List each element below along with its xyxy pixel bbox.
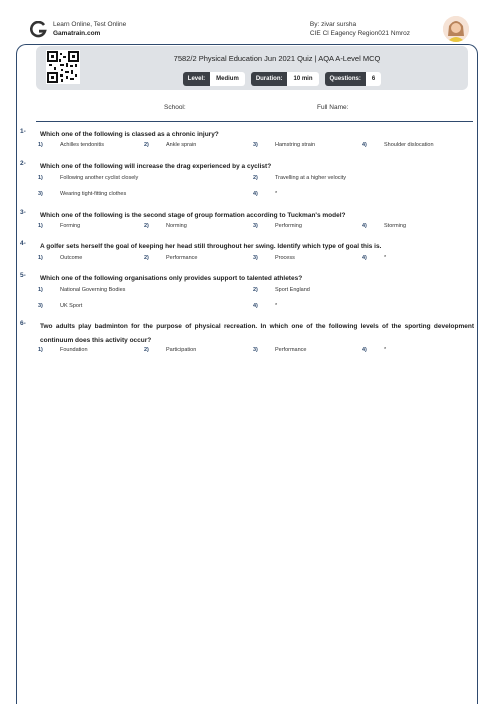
option[interactable]: 4) Shoulder dislocation: [362, 142, 434, 148]
option[interactable]: 2) Sport England: [253, 287, 310, 293]
author-org: CIE Cl Eagency Region021 Nmroz: [309, 30, 410, 37]
question-number: 4-: [20, 240, 26, 247]
option[interactable]: 1) Achilles tendonitis: [38, 142, 105, 148]
questions-badge: [325, 72, 382, 86]
duration-badge: [251, 72, 319, 86]
option[interactable]: 2) Participation: [144, 347, 197, 353]
quiz-header: [36, 46, 468, 90]
duration-label: Duration:: [251, 72, 288, 86]
option[interactable]: 4) *: [362, 347, 387, 353]
divider: [36, 121, 473, 122]
question-text: Which one of the following is classed as a chronic injury?: [40, 131, 219, 138]
question-number: 2-: [20, 160, 26, 167]
question-text: Which one of the following organisations only provides support to talented athletes?: [40, 275, 303, 282]
qr-code-icon[interactable]: [46, 50, 80, 84]
avatar: [443, 16, 469, 42]
question-text: A golfer sets herself the goal of keeping her head still throughout her swing. Identify which type of goal this is.: [40, 243, 382, 250]
option[interactable]: 3) Wearing tight-fitting clothes: [38, 191, 127, 197]
option[interactable]: 1) Forming: [38, 223, 81, 229]
full-name-field[interactable]: Full Name:: [317, 104, 349, 111]
option[interactable]: 2) Ankle sprain: [144, 142, 197, 148]
option[interactable]: 4) Storming: [362, 223, 407, 229]
gamatrain-logo-icon: [30, 21, 47, 38]
option[interactable]: 3) Performing: [253, 223, 302, 229]
option[interactable]: 2) Performance: [144, 255, 198, 261]
questions-label: Questions:: [325, 72, 366, 86]
level-label: Level:: [183, 72, 210, 86]
option[interactable]: 4) *: [253, 191, 278, 197]
option[interactable]: 1) National Governing Bodies: [38, 287, 126, 293]
questions-value: 6: [366, 72, 381, 86]
option[interactable]: 3) Performance: [253, 347, 307, 353]
level-badge: [183, 72, 245, 86]
question-number: 1-: [20, 128, 26, 135]
level-value: Medium: [210, 72, 245, 86]
option[interactable]: 2) Norming: [144, 223, 187, 229]
option[interactable]: 2) Travelling at a higher velocity: [253, 175, 347, 181]
quiz-title: 7582/2 Physical Education Jun 2021 Quiz | AQA A-Level MCQ: [173, 54, 381, 63]
duration-value: 10 min: [287, 72, 318, 86]
option[interactable]: 3) UK Sport: [38, 303, 83, 309]
question-text: Two adults play badminton for the purpose of physical recreation. In which one of the following levels of the sporting development continuum does this activity occur?: [40, 323, 474, 344]
question-number: 3-: [20, 209, 26, 216]
question-number: 5-: [20, 272, 26, 279]
option[interactable]: 1) Foundation: [38, 347, 88, 353]
option[interactable]: 1) Outcome: [38, 255, 83, 261]
brand: [30, 20, 126, 38]
question-text: Which one of the following is the second stage of group formation according to Tuckman's model?: [40, 212, 346, 219]
author-info: [310, 20, 410, 38]
brand-site[interactable]: Gamatrain.com: [53, 30, 101, 37]
option[interactable]: 3) Process: [253, 255, 295, 261]
school-field[interactable]: School:: [164, 104, 186, 111]
question-text: Which one of the following will increase the drag experienced by a cyclist?: [40, 163, 272, 170]
option[interactable]: 4) *: [362, 255, 387, 261]
option[interactable]: 1) Following another cyclist closely: [38, 175, 139, 181]
option[interactable]: 4) *: [253, 303, 278, 309]
brand-tagline: Learn Online, Test Online: [53, 21, 127, 28]
author-name: By: zivar sursha: [309, 21, 357, 28]
question-number: 6-: [20, 320, 26, 327]
option[interactable]: 3) Hamstring strain: [253, 142, 316, 148]
